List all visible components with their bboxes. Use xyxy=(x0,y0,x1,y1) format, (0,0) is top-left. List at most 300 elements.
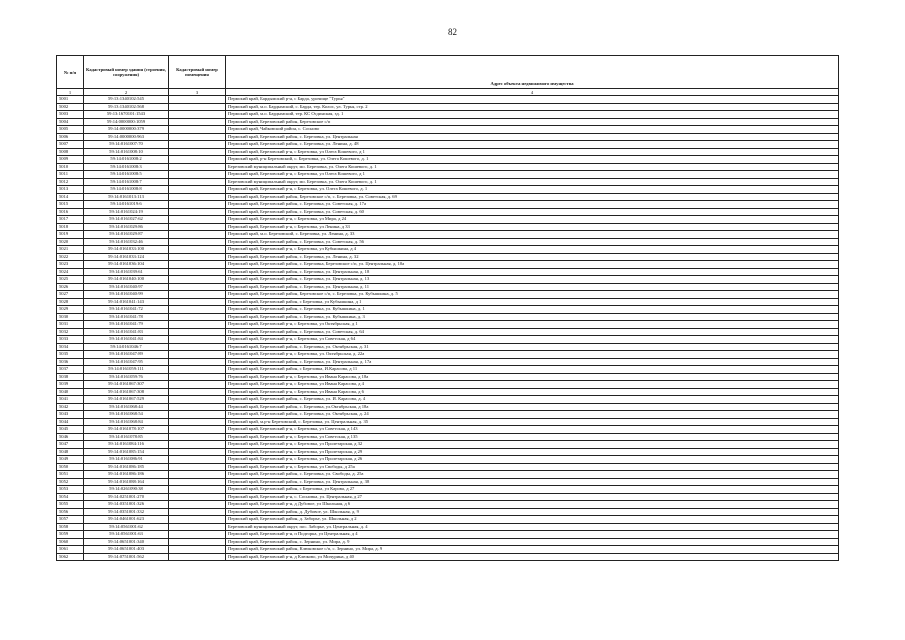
table-row xyxy=(57,231,839,239)
cadastral-number: 59:14:0161036:104 xyxy=(84,261,169,269)
column-number-row xyxy=(57,89,839,96)
address-cell: Пермский край, Березовский район, Клюковское с/п, с. Зернино, ул. Мира, д. 9 xyxy=(226,546,839,554)
address-cell: Пермский край, Березовский район, с. Березовка, ул. Советская, д. 56 xyxy=(226,238,839,246)
address-cell: Пермский край, Березовский район, с Березовка, ул Кубышкина, д 1 xyxy=(226,298,839,306)
table-row xyxy=(57,141,839,149)
address-cell: Пермский край, Березовский р-н, с Березовка, ул Ивана Карасова, д 18а xyxy=(226,373,839,381)
premises-number xyxy=(169,351,226,359)
premises-number xyxy=(169,118,226,126)
address-cell: Пермский край, Березовский р-н, с Березовка, ул Ивана Карасова, д 4 xyxy=(226,381,839,389)
address-cell: Пермский край, Березовский район, с. Березовка, ул. Центральная xyxy=(226,133,839,141)
premises-number xyxy=(169,111,226,119)
row-number: 5054 xyxy=(57,493,84,501)
row-number: 5012 xyxy=(57,178,84,186)
premises-number xyxy=(169,418,226,426)
cadastral-number: 59:14:0161059:111 xyxy=(84,366,169,374)
premises-number xyxy=(169,313,226,321)
address-cell: Пермский край, Березовский район, с. Березовка, ул. Кубышкина, д. 1 xyxy=(226,306,839,314)
premises-number xyxy=(169,141,226,149)
premises-number xyxy=(169,126,226,134)
premises-number xyxy=(169,343,226,351)
column-number: 3 xyxy=(169,89,226,96)
table-row xyxy=(57,373,839,381)
table-row xyxy=(57,553,839,561)
row-number: 5058 xyxy=(57,523,84,531)
table-row xyxy=(57,283,839,291)
row-number: 5045 xyxy=(57,426,84,434)
row-number: 5046 xyxy=(57,433,84,441)
table-row xyxy=(57,253,839,261)
address-cell: Пермский край, Березовский р-н, с Березовка, ул Олега Кошевого, д 1 xyxy=(226,171,839,179)
premises-number xyxy=(169,471,226,479)
row-number: 5042 xyxy=(57,403,84,411)
cadastral-number: 59:14:0651001:403 xyxy=(84,546,169,554)
row-number: 5005 xyxy=(57,126,84,134)
row-number: 5002 xyxy=(57,103,84,111)
table-row xyxy=(57,223,839,231)
row-number: 5018 xyxy=(57,223,84,231)
premises-number xyxy=(169,501,226,509)
row-number: 5056 xyxy=(57,508,84,516)
table-body xyxy=(57,96,839,561)
address-cell: Пермский край, Березовский р-н, с Березовка, ул Олега Кошевого, д 1 xyxy=(226,148,839,156)
table-row xyxy=(57,366,839,374)
premises-number xyxy=(169,133,226,141)
premises-number xyxy=(169,523,226,531)
premises-number xyxy=(169,208,226,216)
table-row xyxy=(57,163,839,171)
cadastral-number: 59:14:0161041:84 xyxy=(84,336,169,344)
table-row xyxy=(57,471,839,479)
address-cell: Пермский край, Чайковский район, с. Сосново xyxy=(226,126,839,134)
premises-number xyxy=(169,336,226,344)
address-cell: Березовский муниципальный округ, пос. Заборье, ул. Центральная, д. 4 xyxy=(226,523,839,531)
cadastral-number: 59:14:0161078:85 xyxy=(84,433,169,441)
row-number: 5011 xyxy=(57,171,84,179)
address-cell: Пермский край, Березовский район, Березовское с/п, с. Березовка, ул. Кубышкина, д. 5 xyxy=(226,291,839,299)
table-row xyxy=(57,463,839,471)
address-cell: Пермский край, Березовский район, с. Березовка, ул.Октябрьская, д 18а xyxy=(226,403,839,411)
row-number: 5033 xyxy=(57,336,84,344)
premises-number xyxy=(169,486,226,494)
table-row xyxy=(57,508,839,516)
row-number: 5062 xyxy=(57,553,84,561)
premises-number xyxy=(169,463,226,471)
row-number: 5013 xyxy=(57,186,84,194)
cadastral-number: 59:14:0161041:83 xyxy=(84,328,169,336)
cadastral-number: 59:14:0161041:79 xyxy=(84,321,169,329)
table-row xyxy=(57,546,839,554)
premises-number xyxy=(169,156,226,164)
address-cell: Пермский край, м.о. Бардымский, с. Барда, тер. Колос, ул. Турья, стр. 2 xyxy=(226,103,839,111)
table-row xyxy=(57,321,839,329)
address-cell: Пермский край, Березовский район, с. Березовка, ул. Советская, д. 60 xyxy=(226,208,839,216)
table-row xyxy=(57,441,839,449)
cadastral-number: 59:14:0561001:62 xyxy=(84,523,169,531)
table-row xyxy=(57,531,839,539)
row-number: 5015 xyxy=(57,201,84,209)
header-num: № п/п xyxy=(57,56,84,89)
table-row xyxy=(57,501,839,509)
premises-number xyxy=(169,253,226,261)
premises-number xyxy=(169,388,226,396)
address-cell: Пермский край, Березовский район, с. Березовка, ул. Центральная, д. 11 xyxy=(226,283,839,291)
table-row xyxy=(57,216,839,224)
address-cell: Пермский край, м.р-н Березовский, с. Березовка, ул. Центральная, д. 35 xyxy=(226,418,839,426)
row-number: 5023 xyxy=(57,261,84,269)
premises-number xyxy=(169,216,226,224)
table-row xyxy=(57,328,839,336)
address-cell: Пермский край, Березовский р-н, д Дубовое, ул Школьная, д 6 xyxy=(226,501,839,509)
table-row xyxy=(57,201,839,209)
premises-number xyxy=(169,291,226,299)
address-cell: Пермский край, Березовский р-н, с Березовка, ул Пролетарская, д 29 xyxy=(226,448,839,456)
premises-number xyxy=(169,433,226,441)
table-row xyxy=(57,433,839,441)
table-row xyxy=(57,103,839,111)
row-number: 5061 xyxy=(57,546,84,554)
cadastral-number: 59:14:0161041:72 xyxy=(84,306,169,314)
table-row xyxy=(57,238,839,246)
table-row xyxy=(57,343,839,351)
cadastral-number: 59:14:0161041:78 xyxy=(84,313,169,321)
premises-number xyxy=(169,193,226,201)
table-row xyxy=(57,538,839,546)
cadastral-number: 59:14:0161086:186 xyxy=(84,471,169,479)
table-row xyxy=(57,351,839,359)
cadastral-number: 59:13:1670101:1543 xyxy=(84,111,169,119)
cadastral-number: 59:14:0161067:308 xyxy=(84,388,169,396)
table-row xyxy=(57,171,839,179)
table-row xyxy=(57,411,839,419)
address-cell: Пермский край, Березовский район, д. Дубовое, ул. Школьная, д. 9 xyxy=(226,508,839,516)
row-number: 5060 xyxy=(57,538,84,546)
cadastral-number: 59:14:0161085:154 xyxy=(84,448,169,456)
cadastral-number: 59:14:0651001:340 xyxy=(84,538,169,546)
address-cell: Пермский край, Бардымский р-н, с Барда, урочище "Турья" xyxy=(226,96,839,104)
table-row xyxy=(57,486,839,494)
address-cell: Пермский край, Березовский р-н, с Березовка, ул Кубышкина, д 4 xyxy=(226,246,839,254)
row-number: 5057 xyxy=(57,516,84,524)
cadastral-number: 59:14:0161088:164 xyxy=(84,478,169,486)
premises-number xyxy=(169,441,226,449)
table-row xyxy=(57,118,839,126)
premises-number xyxy=(169,493,226,501)
row-number: 5043 xyxy=(57,411,84,419)
table-row xyxy=(57,478,839,486)
premises-number xyxy=(169,171,226,179)
row-number: 5037 xyxy=(57,366,84,374)
premises-number xyxy=(169,103,226,111)
cadastral-number: 59:14:0161032:46 xyxy=(84,238,169,246)
address-cell: Пермский край, Березовский район, с. Березовка, ул. Центральная, д. 17а xyxy=(226,358,839,366)
row-number: 5049 xyxy=(57,456,84,464)
cadastral-number: 59:14:0161019:6 xyxy=(84,201,169,209)
premises-number xyxy=(169,231,226,239)
row-number: 5026 xyxy=(57,283,84,291)
cadastral-number: 59:14:0161086:91 xyxy=(84,456,169,464)
premises-number xyxy=(169,456,226,464)
cadastral-number: 59:14:0161008:8 xyxy=(84,186,169,194)
property-register-table xyxy=(56,55,839,561)
table-row xyxy=(57,448,839,456)
cadastral-number: 59:14:0161033:100 xyxy=(84,246,169,254)
address-cell: Пермский край, Березовский р-н, с Березовка, ул Ленина, д 33 xyxy=(226,223,839,231)
cadastral-number: 59:14:0161039:61 xyxy=(84,268,169,276)
row-number: 5038 xyxy=(57,373,84,381)
address-cell: Пермский край, Березовский район, с. Березовка, ул. Центральная, д. 18 xyxy=(226,268,839,276)
address-cell: Пермский край, Березовский р-н, с Березовка, ул. Олега Кошевого, д. 1 xyxy=(226,186,839,194)
table-row xyxy=(57,193,839,201)
premises-number xyxy=(169,508,226,516)
row-number: 5059 xyxy=(57,531,84,539)
address-cell: Пермский край, Березовский район, с Березовка, И.Карасова, д 11 xyxy=(226,366,839,374)
column-number: 4 xyxy=(226,89,839,96)
row-number: 5014 xyxy=(57,193,84,201)
premises-number xyxy=(169,328,226,336)
table-row xyxy=(57,133,839,141)
address-cell: Пермский край, Березовский р-н, с Березовка, ул Свободы, д 25а xyxy=(226,463,839,471)
row-number: 5019 xyxy=(57,231,84,239)
row-number: 5041 xyxy=(57,396,84,404)
cadastral-number: 59:13:1340102:568 xyxy=(84,103,169,111)
cadastral-number: 59:14:0161008:5 xyxy=(84,171,169,179)
premises-number xyxy=(169,148,226,156)
row-number: 5044 xyxy=(57,418,84,426)
row-number: 5007 xyxy=(57,141,84,149)
row-number: 5008 xyxy=(57,148,84,156)
row-number: 5027 xyxy=(57,291,84,299)
cadastral-number: 59:14:0161040:99 xyxy=(84,291,169,299)
table-row xyxy=(57,246,839,254)
address-cell: Березовский муниципальный округ, мо. Березовка, ул. Олега Кошевого, д. 1 xyxy=(226,163,839,171)
address-cell: Пермский край, Березовский район, Березовское с/п, с. Березовка, ул. Советская, д. 69 xyxy=(226,193,839,201)
premises-number xyxy=(169,516,226,524)
premises-number xyxy=(169,223,226,231)
premises-number xyxy=(169,298,226,306)
row-number: 5009 xyxy=(57,156,84,164)
cadastral-number: 59:14:0161024:19 xyxy=(84,208,169,216)
cadastral-number: 59:14:0000000:379 xyxy=(84,126,169,134)
row-number: 5006 xyxy=(57,133,84,141)
row-number: 5040 xyxy=(57,388,84,396)
row-number: 5051 xyxy=(57,471,84,479)
address-cell: Пермский край, Березовский р-н, с Березовка, ул Советская, д 143 xyxy=(226,426,839,434)
address-cell: Пермский край, Березовский р-н, с Березовка, ул Советская, д 135 xyxy=(226,433,839,441)
row-number: 5020 xyxy=(57,238,84,246)
cadastral-number: 59:14:0161040:97 xyxy=(84,283,169,291)
row-number: 5052 xyxy=(57,478,84,486)
address-cell: Пермский край, Березовский р-н, д Клюково, ул Мичурина, д 40 xyxy=(226,553,839,561)
row-number: 5017 xyxy=(57,216,84,224)
address-cell: Пермский край, Березовский район, с. Березовка, ул. Свободы, д. 25а xyxy=(226,471,839,479)
premises-number xyxy=(169,403,226,411)
table-row xyxy=(57,208,839,216)
premises-number xyxy=(169,178,226,186)
table-row xyxy=(57,358,839,366)
premises-number xyxy=(169,96,226,104)
cadastral-number: 59:14:0161046:7 xyxy=(84,343,169,351)
address-cell: Пермский край, Березовский р-н, с Березовка, ул Мира, д 24 xyxy=(226,216,839,224)
address-cell: Пермский край, Березовский район, д. Заборье, ул. Школьная, д 2 xyxy=(226,516,839,524)
address-cell: Пермский край, Березовский район, с Березовка, ул Карова, д 27 xyxy=(226,486,839,494)
row-number: 5034 xyxy=(57,343,84,351)
row-number: 5016 xyxy=(57,208,84,216)
row-number: 5050 xyxy=(57,463,84,471)
address-cell: Пермский край, Березовский район, с. Березовка, ул. Октябрьская, д. 24 xyxy=(226,411,839,419)
table-row xyxy=(57,156,839,164)
table-row xyxy=(57,523,839,531)
cadastral-number: 59:14:0161008:7 xyxy=(84,178,169,186)
address-cell: Пермский край, Березовский район, с. Березовка, ул. Советская, д. 17а xyxy=(226,201,839,209)
table-row xyxy=(57,298,839,306)
row-number: 5053 xyxy=(57,486,84,494)
premises-number xyxy=(169,426,226,434)
premises-number xyxy=(169,321,226,329)
premises-number xyxy=(169,546,226,554)
cadastral-number: 59:14:0161029:87 xyxy=(84,231,169,239)
address-cell: Пермский край, Березовский р-н, с Березовка, ул. Октябрьская, д. 22а xyxy=(226,351,839,359)
premises-number xyxy=(169,478,226,486)
cadastral-number: 59:14:0161068:84 xyxy=(84,418,169,426)
table-row xyxy=(57,493,839,501)
address-cell: Пермский край, Березовский р-н, с Березовка, ул Октябрьская, д 1 xyxy=(226,321,839,329)
table-row xyxy=(57,388,839,396)
address-cell: Пермский край, Березовский р-н, п Подгорка, ул Центральная, д 4 xyxy=(226,531,839,539)
row-number: 5001 xyxy=(57,96,84,104)
premises-number xyxy=(169,306,226,314)
premises-number xyxy=(169,358,226,366)
cadastral-number: 59:14:0161047:89 xyxy=(84,351,169,359)
row-number: 5032 xyxy=(57,328,84,336)
column-number: 2 xyxy=(84,89,169,96)
premises-number xyxy=(169,381,226,389)
cadastral-number: 59:14:0161084:116 xyxy=(84,441,169,449)
cadastral-number: 59:14:0161007:70 xyxy=(84,141,169,149)
cadastral-number: 59:14:0161008:10 xyxy=(84,148,169,156)
table-row xyxy=(57,178,839,186)
address-cell: Пермский край, Березовский р-н, с Березовка, ул Советская, д 64 xyxy=(226,336,839,344)
cadastral-number: 59:14:0561001:63 xyxy=(84,531,169,539)
cadastral-number: 59:14:0351001:332 xyxy=(84,508,169,516)
address-cell: Пермский край, Березовский район, с. Березовка, ул. Центральная, д. 38 xyxy=(226,478,839,486)
cadastral-number: 59:14:0161008:3 xyxy=(84,163,169,171)
row-number: 5022 xyxy=(57,253,84,261)
header-cadastral-premises: Кадастровый номер помещения xyxy=(169,56,226,89)
premises-number xyxy=(169,163,226,171)
table-row xyxy=(57,313,839,321)
premises-number xyxy=(169,238,226,246)
premises-number xyxy=(169,261,226,269)
row-number: 5024 xyxy=(57,268,84,276)
row-number: 5055 xyxy=(57,501,84,509)
cadastral-number: 59:14:0000000:963 xyxy=(84,133,169,141)
table-row xyxy=(57,403,839,411)
row-number: 5029 xyxy=(57,306,84,314)
premises-number xyxy=(169,411,226,419)
cadastral-number: 59:14:0161067:307 xyxy=(84,381,169,389)
table-row xyxy=(57,261,839,269)
row-number: 5047 xyxy=(57,441,84,449)
address-cell: Пермский край, Березовский район, с. Березовка, ул. Ленина, д. 48 xyxy=(226,141,839,149)
cadastral-number: 59:14:0161068:44 xyxy=(84,403,169,411)
cadastral-number: 59:14:0161027:62 xyxy=(84,216,169,224)
cadastral-number: 59:14:0161059:76 xyxy=(84,373,169,381)
table-row xyxy=(57,186,839,194)
address-cell: Пермский край, Березовский район, с. Березовка, ул. Советская, д. 64 xyxy=(226,328,839,336)
cadastral-number: 59:14:0351001:326 xyxy=(84,501,169,509)
premises-number xyxy=(169,268,226,276)
table-row xyxy=(57,291,839,299)
address-cell: Пермский край, Березовский район, с. Березовка, ул. И. Карасова, д. 4 xyxy=(226,396,839,404)
row-number: 5048 xyxy=(57,448,84,456)
row-number: 5003 xyxy=(57,111,84,119)
address-cell: Березовский муниципальный округ, мо. Березовка, ул. Олега Кошевого, д. 1 xyxy=(226,178,839,186)
address-cell: Пермский край, м.о. Бардымский, тер. КС Осдинская, зд. 1 xyxy=(226,111,839,119)
row-number: 5036 xyxy=(57,358,84,366)
address-cell: Пермский край, Березовский район, с. Березовка, ул. Октябрьская, д. 31 xyxy=(226,343,839,351)
table-row xyxy=(57,111,839,119)
cadastral-number: 59:14:0161040:100 xyxy=(84,276,169,284)
cadastral-number: 59:14:0161013:113 xyxy=(84,193,169,201)
address-cell: Пермский край, Березовский район, с. Березовка, Березовское с/п, ул. Центральная, д. 10а xyxy=(226,261,839,269)
address-cell: Пермский край, Березовский р-н, с Березовка, ул Пролетарская, д 26 xyxy=(226,456,839,464)
premises-number xyxy=(169,246,226,254)
cadastral-number: 59:14:0161078:107 xyxy=(84,426,169,434)
premises-number xyxy=(169,186,226,194)
premises-number xyxy=(169,276,226,284)
premises-number xyxy=(169,553,226,561)
header-address: Адрес объекта недвижимого имущества xyxy=(226,56,839,89)
table-row xyxy=(57,516,839,524)
address-cell: Пермский край, Березовский район, Березовское с/п xyxy=(226,118,839,126)
address-cell: Пермский край, р-н Березовский, с. Березовка, ул. Олега Кошевого, д. 1 xyxy=(226,156,839,164)
column-number: 1 xyxy=(57,89,84,96)
table-row xyxy=(57,306,839,314)
premises-number xyxy=(169,201,226,209)
table-row xyxy=(57,96,839,104)
table-row xyxy=(57,336,839,344)
header-cadastral-building: Кадастровый номер здания (строения, сооружения) xyxy=(84,56,169,89)
row-number: 5025 xyxy=(57,276,84,284)
premises-number xyxy=(169,366,226,374)
cadastral-number: 59:14:0261090:38 xyxy=(84,486,169,494)
page-number: 82 xyxy=(448,27,457,37)
cadastral-number: 59:14:0161068:54 xyxy=(84,411,169,419)
table-row xyxy=(57,456,839,464)
cadastral-number: 59:14:0161033:124 xyxy=(84,253,169,261)
table-header-row xyxy=(57,56,839,89)
premises-number xyxy=(169,373,226,381)
address-cell: Пермский край, Березовский район, с. Зернино, ул. Мира, д. 9 xyxy=(226,538,839,546)
table-row xyxy=(57,418,839,426)
row-number: 5004 xyxy=(57,118,84,126)
cadastral-number: 59:13:1340102:545 xyxy=(84,96,169,104)
table-row xyxy=(57,126,839,134)
premises-number xyxy=(169,283,226,291)
table-row xyxy=(57,426,839,434)
address-cell: Пермский край, Березовский район, с. Березовка, ул. Ленина, д. 32 xyxy=(226,253,839,261)
row-number: 5021 xyxy=(57,246,84,254)
premises-number xyxy=(169,531,226,539)
address-cell: Пермский край, м.о. Березовский, с. Березовка, ул. Ленина, д. 33 xyxy=(226,231,839,239)
address-cell: Пермский край, Березовский р-н, с Березовка, ул Ивана Карасова, д 6 xyxy=(226,388,839,396)
table-row xyxy=(57,148,839,156)
address-cell: Пермский край, Березовский район, с. Березовка, ул. Центральная, д. 13 xyxy=(226,276,839,284)
table-row xyxy=(57,381,839,389)
row-number: 5028 xyxy=(57,298,84,306)
table-row xyxy=(57,396,839,404)
